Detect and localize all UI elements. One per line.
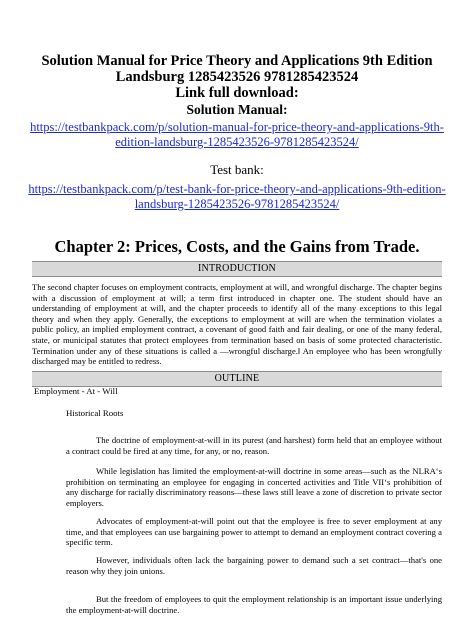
solution-url-line-1[interactable]: https://testbankpack.com/p/solution-manual-for-price-theory-and-applications-9th- [30,120,444,134]
introduction-paragraph: The second chapter focuses on employment contracts, employment at will, and wrongful discharge. The chapter begins with a discussion of employment at will; a term first introduced in chapter one. The student should have an understanding of employment at will, and the chapter proceeds to identify all of the many exceptions to this legal theory and when they apply. Generally, the exceptions to employment at will are when the termination violates a public policy, an implied employment contract, a covenant of good faith and fair dealing, or one of the many federal, state, or municipal statutes that protect employees from termination based on basis of some protected characteristic. Termination under any of these situations is called a ―wrongful discharge.‖ An employee who has been wrongfully discharged may be entitled to redress. [32,282,442,367]
outline-subitem-historical-roots: Historical Roots [66,408,124,418]
document-title-line-1: Solution Manual for Price Theory and Applications 9th Edition [41,53,433,69]
outline-heading: OUTLINE [32,371,442,387]
introduction-heading: INTRODUCTION [32,261,442,277]
outline-item-employment-at-will: Employment - At - Will [34,386,118,396]
chapter-title: Chapter 2: Prices, Costs, and the Gains from Trade. [54,237,420,256]
document-title-line-2: Landsburg 1285423526 9781285423524 [115,69,359,85]
outline-paragraph-4: However, individuals often lack the bargaining power to demand such a set contract—that's one reason why they join unions. [66,555,442,576]
outline-paragraph-1: The doctrine of employment-at-will in its purest (and harshest) form held that an employee without a contract could be fired at any time, for any, or no, reason. [66,435,442,456]
outline-paragraph-2: While legislation has limited the employment-at-will doctrine in some areas—such as the NLRA‘s prohibition on terminating an employee for engaging in concerted activities and Title VII‘s prohibition of any discharge for racially discriminatory reasons—these laws still leave a zone of discretion to private sector employers. [66,466,442,508]
outline-paragraph-5: But the freedom of employees to quit the employment relationship is an important issue underlying the employment-at-will doctrine. [66,594,442,615]
solution-manual-label: Solution Manual: [186,102,288,117]
solution-url-line-2[interactable]: edition-landsburg-1285423526-9781285423524/ [115,135,359,149]
solution-manual-link-cont[interactable] [0,133,474,151]
test-bank-link-cont[interactable] [0,195,474,213]
test-bank-label: Test bank: [210,162,264,177]
testbank-url-line-2[interactable]: landsburg-1285423526-9781285423524/ [134,197,340,211]
outline-paragraph-3: Advocates of employment-at-will point out that the employee is free to sever employment at any time, and that employees can use bargaining power to attempt to demand an employment contract covering a specific term. [66,516,442,548]
testbank-url-line-1[interactable]: https://testbankpack.com/p/test-bank-for-price-theory-and-applications-9th-edition- [28,182,446,196]
link-full-download-heading: Link full download: [175,85,299,101]
